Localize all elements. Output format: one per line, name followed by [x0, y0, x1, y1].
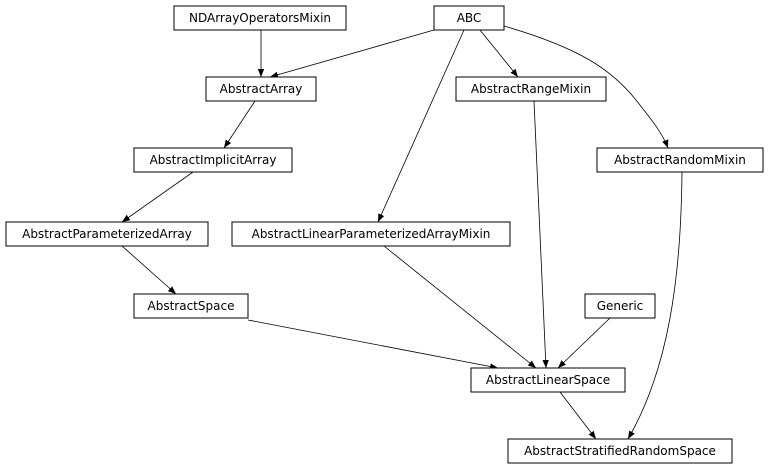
node-abstract-space[interactable] [134, 294, 248, 318]
node-label: AbstractLinearSpace [485, 373, 611, 387]
node-abstract-linear-space[interactable] [471, 368, 625, 392]
edge-abstract-implicit-array-to-abstract-parameterized-array [122, 172, 193, 222]
edge-abc-to-abstract-linear-param-mixin [378, 30, 464, 222]
node-label: AbstractParameterizedArray [22, 227, 192, 241]
edge-generic-to-abstract-linear-space [558, 318, 610, 368]
node-label: AbstractRandomMixin [614, 153, 746, 167]
node-abstract-array[interactable] [206, 77, 316, 101]
node-abstract-parameterized-array[interactable] [6, 222, 208, 246]
edge-abstract-parameterized-array-to-abstract-space [122, 246, 176, 294]
node-label: AbstractRangeMixin [470, 82, 592, 96]
edge-abc-to-abstract-range-mixin [480, 30, 518, 77]
edge-abstract-array-to-abstract-implicit-array [224, 101, 255, 148]
node-abstract-range-mixin[interactable] [456, 77, 606, 101]
node-label: ABC [456, 11, 482, 25]
node-abstract-implicit-array[interactable] [134, 148, 292, 172]
node-label: Generic [596, 299, 644, 313]
edge-abstract-linear-space-to-abstract-stratified-random-space [560, 392, 596, 439]
edge-abstract-range-mixin-to-abstract-linear-space [534, 101, 546, 368]
node-label: AbstractStratifiedRandomSpace [524, 444, 716, 458]
edge-abstract-linear-param-mixin-to-abstract-linear-space [384, 246, 536, 368]
node-abstract-stratified-random-space[interactable] [508, 439, 732, 463]
node-label: AbstractLinearParameterizedArrayMixin [251, 227, 491, 241]
node-label: NDArrayOperatorsMixin [188, 11, 332, 25]
node-abstract-linear-parameterized-array-mixin[interactable] [232, 222, 510, 246]
node-ndarray-operators-mixin[interactable] [174, 6, 346, 30]
node-label: AbstractImplicitArray [149, 153, 277, 167]
node-generic[interactable] [585, 294, 655, 318]
node-label: AbstractSpace [147, 299, 235, 313]
node-abc[interactable] [434, 6, 504, 30]
node-label: AbstractArray [219, 82, 303, 96]
edge-abc-to-abstract-array [270, 30, 434, 77]
edge-abstract-space-to-abstract-linear-space [248, 320, 498, 368]
node-abstract-random-mixin[interactable] [597, 148, 763, 172]
